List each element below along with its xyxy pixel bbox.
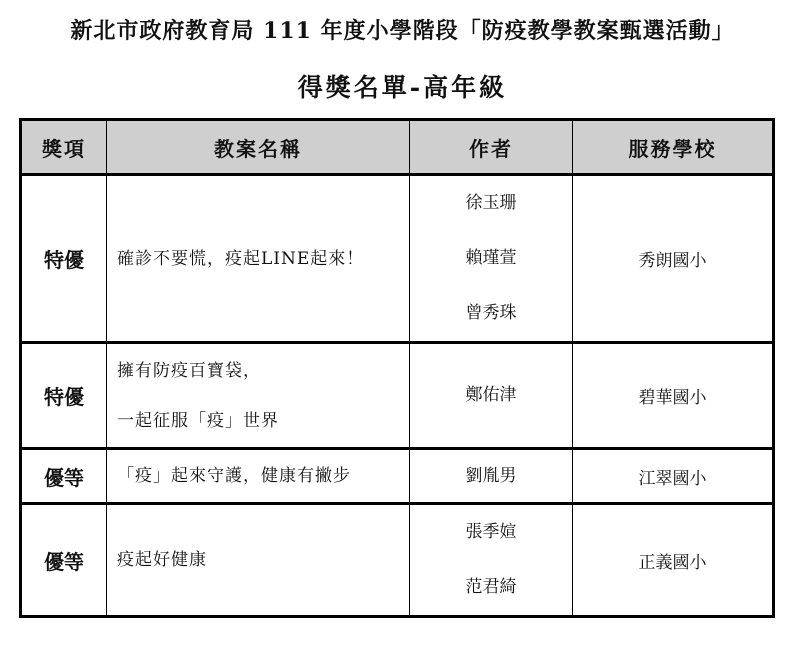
table-header-row	[21, 120, 774, 175]
lesson-line: 疫起好健康	[117, 550, 207, 570]
lesson-line: 擁有防疫百寶袋，	[117, 360, 261, 381]
school-cell: 正義國小	[573, 504, 774, 617]
lesson-line: 一起征服「疫」世界	[117, 410, 279, 431]
author-cell	[410, 343, 573, 449]
document-subtitle: 得獎名單-高年級	[297, 73, 508, 102]
author-name: 徐玉珊	[465, 193, 517, 213]
school-cell: 江翠國小	[573, 449, 774, 504]
author-name: 賴瑾萱	[465, 248, 517, 268]
author-name: 范君綺	[465, 577, 517, 597]
author-name: 劉胤男	[465, 466, 517, 486]
header-author: 作者	[410, 120, 573, 175]
award-list-table	[19, 118, 775, 618]
document-title: 新北市政府教育局 111 年度小學階段「防疫教學教案甄選活動」	[70, 18, 735, 44]
lesson-cell	[107, 343, 410, 449]
header-award: 獎項	[21, 120, 107, 175]
table-row	[21, 449, 774, 504]
school-cell: 碧華國小	[573, 343, 774, 449]
lesson-cell	[107, 175, 410, 343]
header-lesson-title: 教案名稱	[107, 120, 410, 175]
author-name: 張季媗	[465, 522, 517, 542]
award-cell: 特優	[21, 175, 107, 343]
lesson-line: 確診不要慌，疫起LINE起來！	[117, 248, 365, 269]
author-cell	[410, 504, 573, 617]
table-row	[21, 343, 774, 449]
award-cell: 優等	[21, 449, 107, 504]
table-row	[21, 504, 774, 617]
author-name: 鄭佑津	[465, 385, 517, 405]
author-cell	[410, 449, 573, 504]
author-name: 曾秀珠	[465, 303, 517, 323]
award-cell: 特優	[21, 343, 107, 449]
table-row	[21, 175, 774, 343]
lesson-line: 「疫」起來守護，健康有撇步	[117, 466, 351, 486]
school-cell: 秀朗國小	[573, 175, 774, 343]
header-school: 服務學校	[573, 120, 774, 175]
lesson-cell	[107, 504, 410, 617]
award-cell: 優等	[21, 504, 107, 617]
author-cell	[410, 175, 573, 343]
lesson-cell	[107, 449, 410, 504]
